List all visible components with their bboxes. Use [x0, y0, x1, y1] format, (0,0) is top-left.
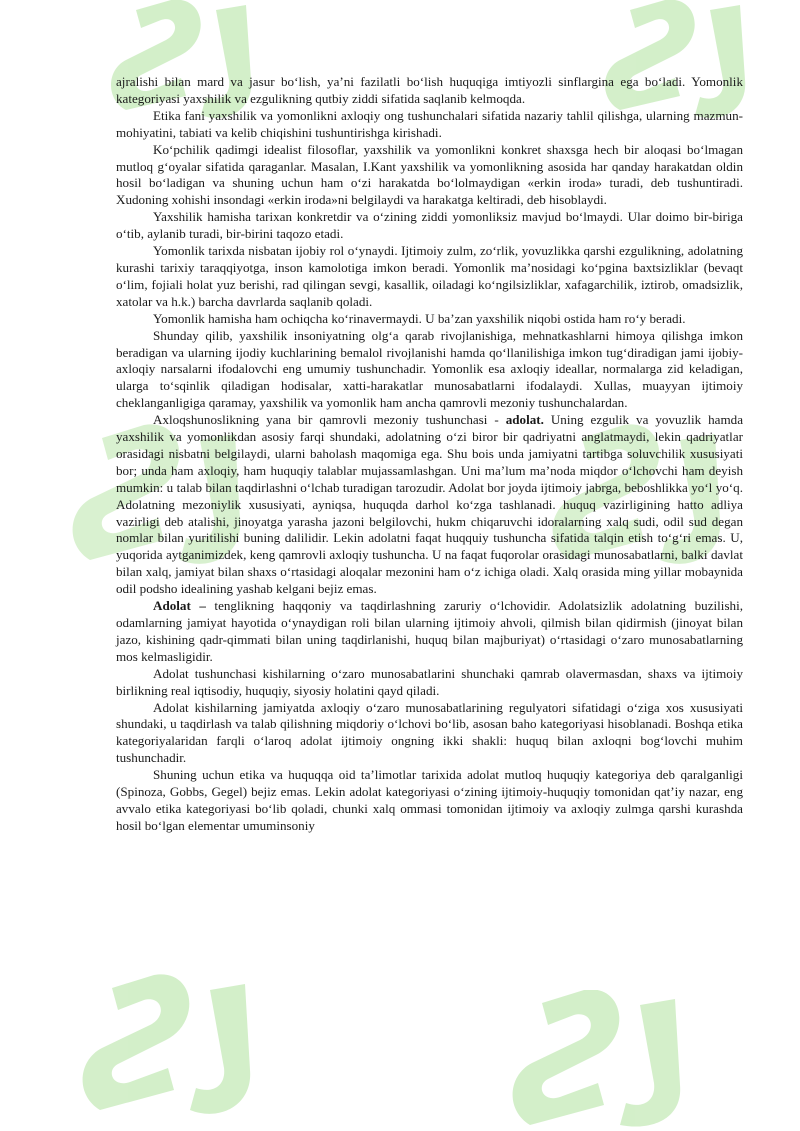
- watermark-logo-bottom-left: [70, 960, 270, 1131]
- paragraph-text: ajralishi bilan mard va jasur bo‘lish, ya’ni fazilatli bo‘lish huquqiga imtiyozli sinflargina ega bo‘ladi. Yomonlik kategoriyasi yaxshilik va ezgulikning qutbiy ziddi sifatida saqlanib kelmoqda.: [116, 74, 743, 106]
- document-body: [116, 74, 743, 835]
- paragraph: [116, 412, 743, 598]
- watermark-logo-bottom-right: [500, 990, 700, 1131]
- paragraph: [116, 142, 743, 210]
- paragraph: [116, 311, 743, 328]
- paragraph: [116, 243, 743, 311]
- paragraph-text: Yomonlik hamisha ham ochiqcha ko‘rinavermaydi. U ba’zan yaxshilik niqobi ostida ham ro‘y beradi.: [153, 310, 686, 326]
- paragraph-text: tenglikning haqqoniy va taqdirlashning zaruriy o‘lchovidir. Adolatsizlik adolatning buzilishi, odamlarning jamiyat hayotida o‘ynaydigan roli bilan ularning ijtimoiy ahvoli, qilmish bilan qidirmish (jinoyat bilan jazo, kishining qadr-qimmati bilan uning taqdirlanishi, huquq bilan majburiyat) o‘rtasidagi o‘zaro munosabatlarning mos kelmasligidir.: [116, 598, 743, 664]
- paragraph-text: Shunday qilib, yaxshilik insoniyatning olg‘a qarab rivojlanishiga, mehnatkashlarni himoya qilishga imkon beradigan va ularning ijodiy kuchlarining bemalol rivojlanishi hamda qo‘llanilishiga imkon tug‘diradigan jami ijobiy-axloqiy narsalarni ifodalovchi eng umumiy tushunchadir. Yomonlik esa axloqiy ideallar, normalarga zid keladigan, ularga to‘sqinlik qiladigan hodisalar, xatti-harakatlar munosabatlarni ifodalaydi. Xullas, muayyan ijtimoiy cheklanganligiga qaramay, yaxshilik va yomonlik ham ancha qamrovli mezoniy tushunchalardan.: [116, 327, 743, 411]
- paragraph-text: Adolat kishilarning jamiyatda axloqiy o‘zaro munosabatlarining regulyatori sifatidagi o‘ziga xos xususiyati shundaki, u taqdirlash va talab qilishning miqdoriy o‘lchovi bo‘lib, asosan baho kategoriyasi hisoblanadi. Boshqa etika kategoriyalaridan farqli o‘laroq adolat ijtimoiy ongning ikki shakli: huquq bilan axloqni bog‘lovchi muhim tushunchadir.: [116, 699, 743, 766]
- bold-term: Adolat –: [153, 598, 206, 614]
- paragraph-text: Ko‘pchilik qadimgi idealist filosoflar, yaxshilik va yomonlikni konkret shaxsga hech bir aloqasi bo‘lmagan mutloq g‘oyalar sifatida qaraganlar. Masalan, I.Kant yaxshilik va yomonlikning asosida har qanday harakatdan oldin hosil bo‘ladigan va shuning uchun ham o‘zi harakatda bo‘lolmaydigan «erkin iroda» turadi, deb tushuntiradi. Xudoning xohishi insondagi «erkin iroda»ni belgilaydi va harakatga keltiradi, deb hisoblaydi.: [116, 141, 743, 208]
- paragraph: [116, 598, 743, 666]
- paragraph: [116, 767, 743, 835]
- paragraph-text: Adolat tushunchasi kishilarning o‘zaro munosabatlarini shunchaki qamrab olavermasdan, shaxs va ijtimoiy birlikning real iqtisodiy, huquqiy, siyosiy holatini qayd qiladi.: [116, 665, 743, 698]
- paragraph: [116, 209, 743, 243]
- paragraph: [116, 700, 743, 768]
- bold-term: adolat.: [505, 412, 544, 428]
- paragraph-text: Axloqshunoslikning yana bir qamrovli mezoniy tushunchasi -: [153, 412, 506, 428]
- paragraph-text: Yomonlik tarixda nisbatan ijobiy rol o‘ynaydi. Ijtimoiy zulm, zo‘rlik, yovuzlikka qarshi ezgulikning, adolatning kurashi tarixiy taraqqiyotga, inson kamolotiga imkon beradi. Yomonlik ma’nosidagi ko‘pgina baxtsizliklar (bevaqt o‘lim, fojiali holat yuz berishi, rad qilingan sevgi, kasallik, oiladagi ko‘ngilsizliklar, xafagarchilik, iztirob, omadsizlik, xatolar va h.k.) barcha davrlarda saqlanib qoladi.: [116, 243, 743, 309]
- paragraph: [116, 328, 743, 413]
- paragraph-text: Etika fani yaxshilik va yomonlikni axloqiy ong tushunchalari sifatida nazariy tahlil qilishga, ularning mazmun-mohiyatini, tabiati va kelib chiqishini tushuntirishga kirishadi.: [116, 107, 743, 140]
- paragraph-text: Yaxshilik hamisha tarixan konkretdir va o‘zining ziddi yomonliksiz mavjud bo‘lmaydi. Ular doimo bir-biriga o‘tib, aylanib turadi, bir-birini taqozo etadi.: [116, 209, 743, 242]
- paragraph: [116, 666, 743, 700]
- paragraph: [116, 74, 743, 108]
- paragraph-text: Shuning uchun etika va huquqqa oid ta’limotlar tarixida adolat mutloq huquqiy kategoriya deb qaralganligi (Spinoza, Gobbs, Gegel) bejiz emas. Lekin adolat kategoriyasi o‘zining ijtimoiy-huquqiy tomonidan qat’iy nazar, eng avvalo etika kategoriyasi bo‘lib qoladi, chunki xalq ommasi tomonidan ijtimoiy va axloqiy zulmga qarshi kurashda hosil bo‘lgan elementar umuminsoniy: [116, 767, 743, 833]
- paragraph: [116, 108, 743, 142]
- paragraph-text: Uning ezgulik va yovuzlik hamda yaxshilik va yomonlikdan asosiy farqi shundaki, adolatning o‘zi biror bir qadriyatni anglatmaydi, lekin qadriyatlar orasidagi nisbatni belgilaydi, ularni baholash maqomiga ega. Shu bois unda jamiyatni tartibga soluvchilik xususiyati bor; unda ham axloqiy, ham huquqiy talablar mujassamlashgan. Uni ma’lum ma’noda miqdor o‘lchovchi ham deyish mumkin: u talab bilan taqdirlashni o‘lchab turadigan tarozudir. Adolat bor joyda ijtimoiy jabrga, beboshlikka yo‘l yo‘q. Adolatning mezoniylik xususiyati, ayniqsa, huquqda darhol ko‘zga tashlanadi. huquq vazirligining hatto adliya vazirligi deb atalishi, jinoyatga yarasha jazoni belgilovchi, hukm chiqaruvchi idoralarning xalq sudi, odil sud degan nomlar bilan yuritilishi buning dalilidir. Lekin adolatni faqat huqquiy tushuncha sifatida talqin etish to‘g‘ri emas. U, yuqorida aytganimizdek, keng qamrovli axloqiy tushuncha. U na faqat fuqorolar orasidagi munosabatlarni, balki davlat bilan xalq, jamiyat bilan shaxs o‘rtasidagi aloqalar mezonini ham o‘z ichiga oladi. Xalq orasida ming yillar mobaynida odil podsho idealining yashab kelgani bejiz emas.: [116, 412, 743, 597]
